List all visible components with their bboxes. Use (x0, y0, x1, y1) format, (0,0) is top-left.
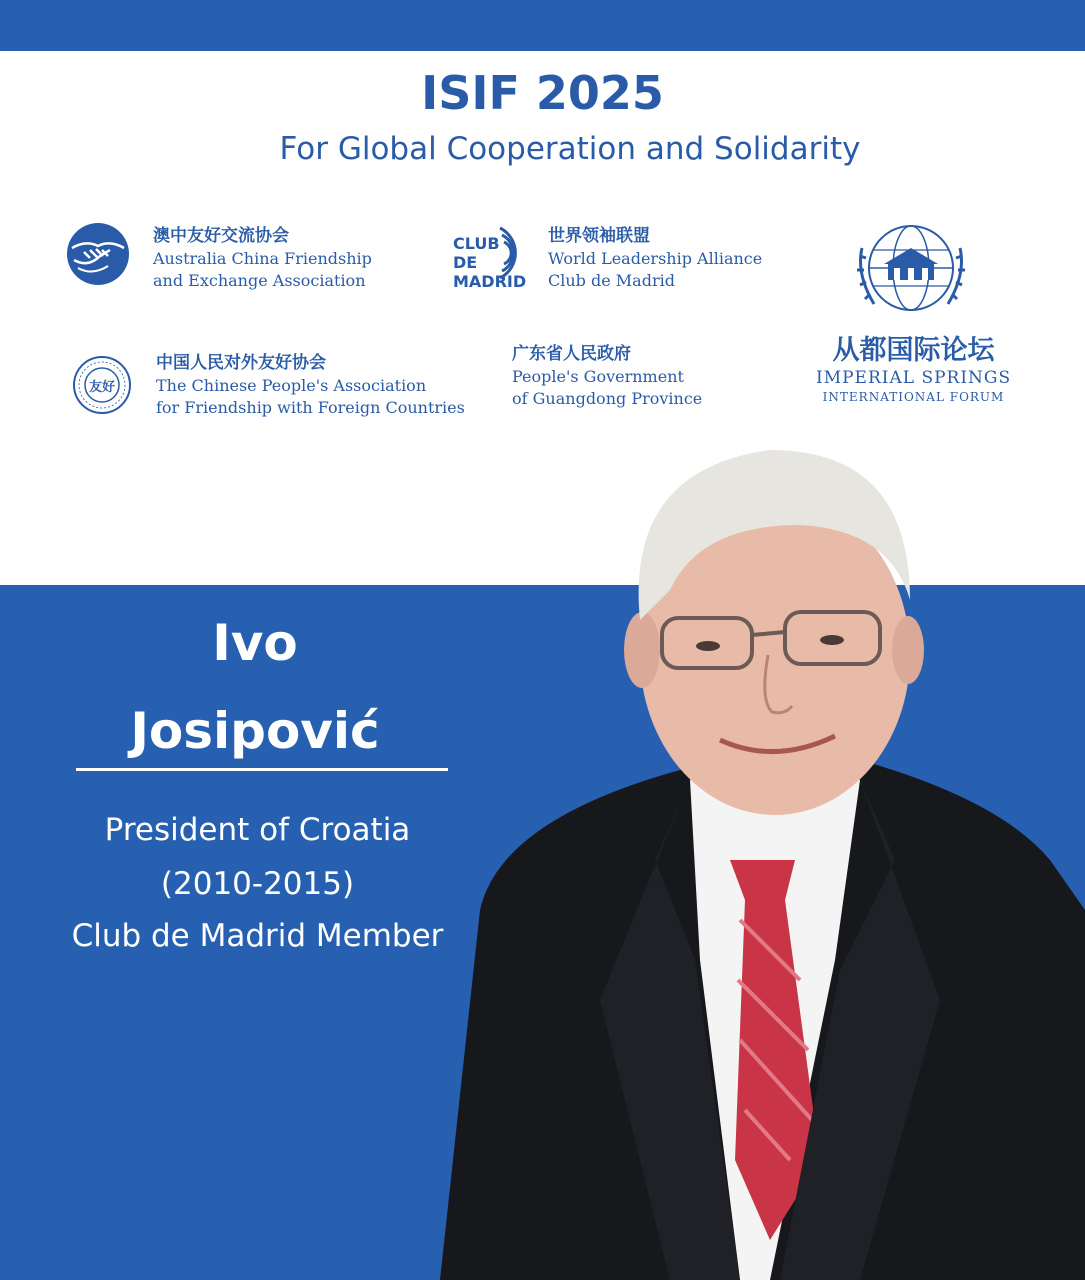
guangdong-cn-name: 广东省人民政府 (512, 344, 631, 364)
handshake-globe-icon (66, 222, 130, 286)
speaker-first-name: Ivo (212, 614, 298, 672)
speaker-portrait (440, 440, 1085, 1280)
club-en-line2: Club de Madrid (548, 271, 675, 290)
cpaffc-seal (72, 355, 132, 415)
club-de-madrid-text (548, 225, 762, 292)
cpaffc-cn-name: 中国人民对外友好协会 (156, 353, 326, 373)
acfea-cn-name: 澳中友好交流协会 (153, 226, 289, 246)
club-de-madrid-logo (450, 222, 530, 292)
club-en-line1: World Leadership Alliance (548, 249, 763, 268)
acfea-en-line2: and Exchange Association (153, 271, 366, 290)
cpaffc-text (156, 352, 465, 419)
isif-text (816, 334, 1011, 405)
laurel-globe-pavilion-icon (852, 218, 970, 322)
club-badge-club: CLUB (453, 234, 500, 253)
club-badge-de: DE (453, 253, 478, 272)
cpaffc-en-line1: The Chinese People's Association (156, 376, 427, 395)
guangdong-en-line1: People's Government (512, 367, 684, 386)
cpaffc-en-line2: for Friendship with Foreign Countries (156, 398, 465, 417)
acfea-text (153, 225, 372, 292)
acfea-en-line1: Australia China Friendship (153, 249, 372, 268)
isif-cn-name: 从都国际论坛 (832, 335, 995, 366)
top-banner-bar (0, 0, 1085, 51)
isif-en-line2: INTERNATIONAL FORUM (822, 390, 1005, 404)
club-badge-madrid: MADRID (453, 272, 527, 291)
guangdong-text (512, 343, 702, 410)
isif-emblem (852, 218, 970, 322)
guangdong-en-line2: of Guangdong Province (512, 389, 703, 408)
acfea-logo (66, 222, 130, 286)
club-cn-name: 世界领袖联盟 (548, 226, 650, 246)
cpaffc-seal-text: 友好 (88, 380, 115, 395)
speaker-last-name: Josipović (130, 702, 380, 760)
isif-en-line1: IMPERIAL SPRINGS (816, 368, 1012, 388)
speaker-role-membership: Club de Madrid Member (71, 918, 444, 954)
name-underline (76, 768, 448, 771)
speaker-role-title: President of Croatia (104, 812, 411, 848)
page-title: ISIF 2025 (421, 66, 664, 120)
speaker-role-years: (2010-2015) (160, 866, 355, 902)
page-subtitle: For Global Cooperation and Solidarity (279, 131, 861, 167)
